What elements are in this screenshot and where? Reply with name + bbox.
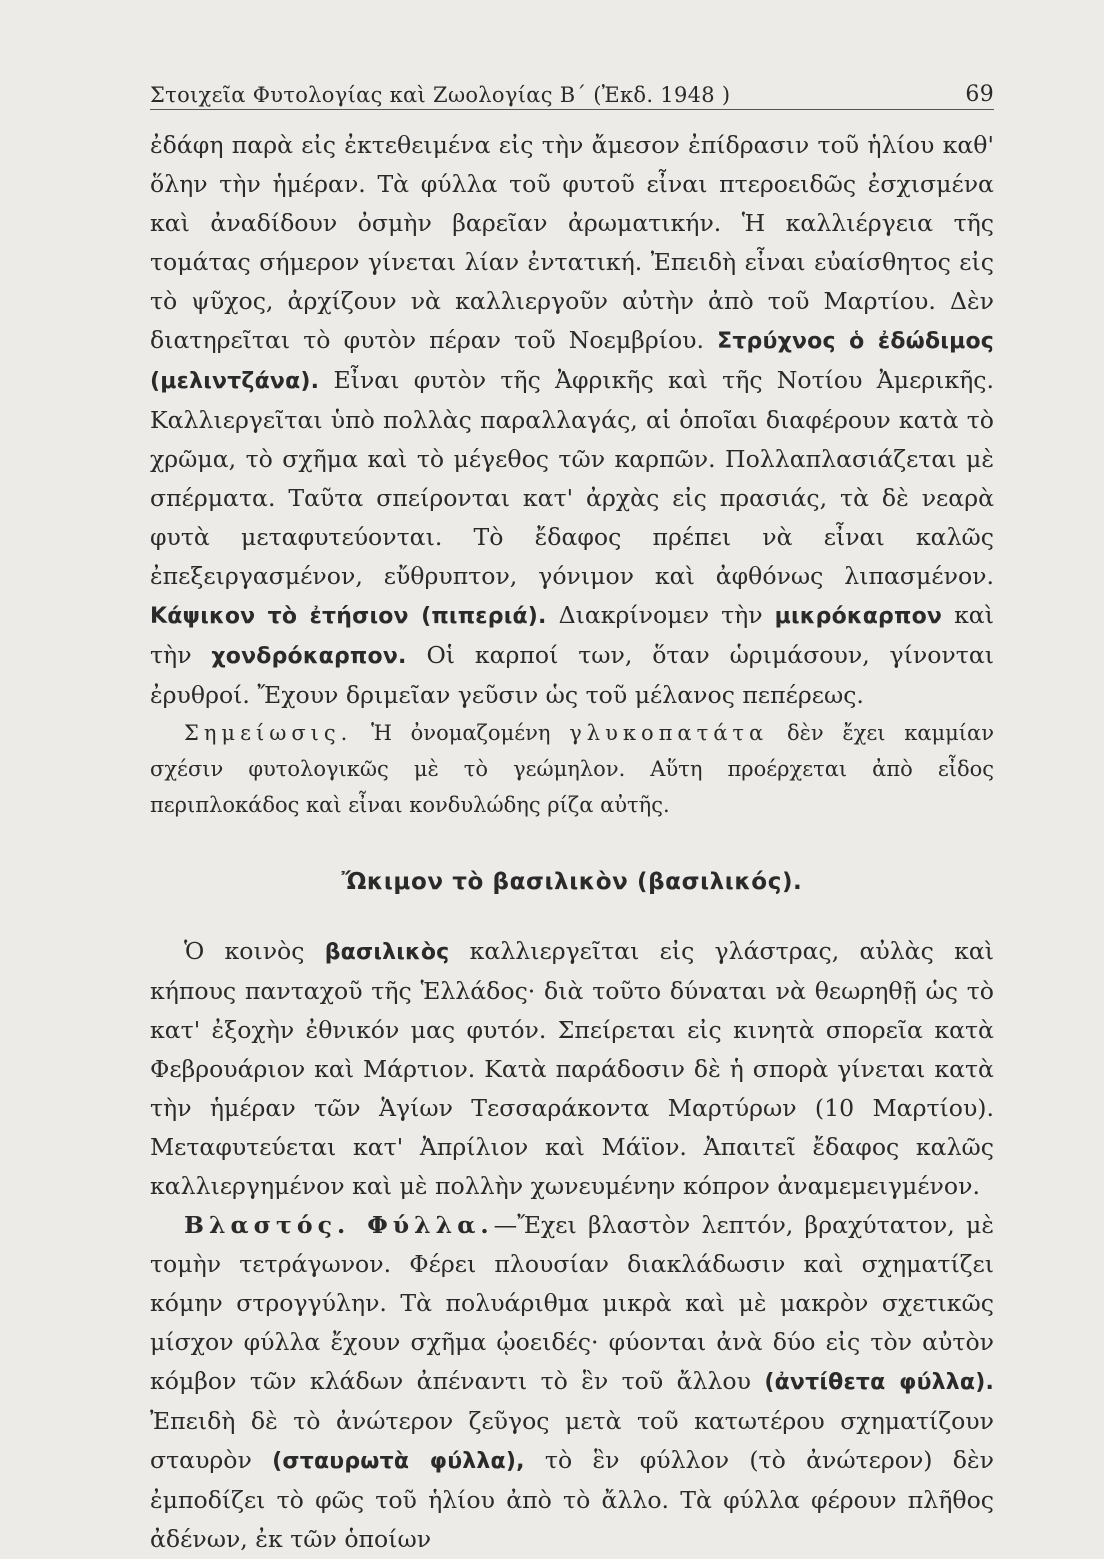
note-label: Σημείωσις. (184, 721, 353, 745)
text-segment: τὸ ἓν φύλλον (τὸ ἀνώτερον) δὲν ἐμποδίζει τὸ φῶς τοῦ ἡλίου ἀπὸ τὸ ἄλλο. Τὰ φύλλα φέρουν πλῆθος ἀδένων, ἐκ τῶν ὁποίων (150, 1446, 994, 1553)
text-segment: ἐδάφη παρὰ εἰς ἐκτεθειμένα εἰς τὴν ἄμεσον ἐπίδρασιν τοῦ ἡλίου καθ' ὅλην τὴν ἡμέραν. Τὰ φύλλα τοῦ φυτοῦ εἶναι πτεροειδῶς ἐσχισμένα καὶ ἀναδίδουν ὀσμὴν βαρεῖαν ἀρωματικήν. Ἡ καλλιέργεια τῆς τομάτας σήμερον γίνεται λίαν ἐντατική. Ἐπειδὴ εἶναι εὐαίσθητος εἰς τὸ ψῦχος, ἀρχίζουν νὰ καλλιεργοῦν αὐτὴν ἀπὸ τοῦ Μαρτίου. Δὲν διατηρεῖται τὸ φυτὸν πέραν τοῦ Νοεμβρίου. (150, 131, 994, 354)
term-small-fruited: μικρόκαρπον (774, 604, 943, 629)
paragraph-tomato-eggplant-pepper (150, 126, 994, 715)
body-text (150, 126, 994, 1559)
term-opposite-leaves: (ἀντίθετα φύλλα). (764, 1370, 995, 1395)
text-segment: Οἱ καρποί των, ὅταν ὡριμάσουν, γίνονται ἐρυθροί. Ἔχουν δριμεῖαν γεῦσιν ὡς τοῦ μέλανος πεπέρεως. (150, 641, 995, 709)
paragraph-basil (150, 932, 994, 1206)
term-eggplant: Στρύχνος ὁ ἐδώδιμος (μελιντζάνα). (150, 329, 995, 394)
section-heading: Ὤκιμον τὸ βασιλικὸν (βασιλικός). (341, 869, 803, 895)
text-segment: Ὁ κοινὸς (184, 937, 305, 965)
running-title: Στοιχεῖα Φυτολογίας καὶ Ζωολογίας Β΄ (Ἐκδ. 1948 ) (150, 83, 731, 107)
page-number: 69 (965, 82, 994, 107)
term-large-fruited: χονδρόκαρπον. (211, 644, 407, 669)
text-segment: Ἐπειδὴ δὲ τὸ ἀνώτερον ζεῦγος μετὰ τοῦ κατωτέρου σχηματίζουν σταυρὸν (150, 1407, 994, 1474)
running-header (150, 82, 994, 110)
text-segment: —Ἔχει βλαστὸν λεπτόν, βραχύτατον, μὲ τομὴν τετράγωνον. Φέρει πλουσίαν διακλάδωσιν καὶ σχηματίζει κόμην στρογγύλην. Τὰ πολυάριθμα μικρὰ καὶ μὲ μακρὸν σχετικῶς μίσχον φύλλα ἔχουν σχῆμα ᾠοειδές· φύονται ἀνὰ δύο εἰς τὸν αὐτὸν κόμβον τῶν κλάδων ἀπέναντι τὸ ἓν τοῦ ἄλλου (150, 1211, 994, 1395)
text-segment: Ἡ ὀνομαζομένη (371, 721, 551, 745)
note-term: γλυκοπατάτα (569, 721, 769, 745)
subsection-label: Βλαστός. Φύλλα. (184, 1211, 494, 1239)
text-segment: Εἶναι φυτὸν τῆς Ἀφρικῆς καὶ τῆς Νοτίου Ἀμερικῆς. Καλλιεργεῖται ὑπὸ πολλὰς παραλλαγάς, αἱ ὁποῖαι διαφέρουν κατὰ τὸ χρῶμα, τὸ σχῆμα καὶ τὸ μέγεθος τῶν καρπῶν. Πολλαπλασιάζεται μὲ σπέρματα. Ταῦτα σπείρονται κατ' ἀρχὰς εἰς πρασιάς, τὰ δὲ νεαρὰ φυτὰ μεταφυτεύονται. Τὸ ἔδαφος πρέπει νὰ εἶναι καλῶς ἐπεξειργασμένον, εὔθρυπτον, γόνιμον καὶ ἀφθόνως λιπασμένον. (150, 366, 995, 590)
term-basil: βασιλικὸς (324, 940, 450, 965)
term-pepper: Κάψικον τὸ ἐτήσιον (πιπεριά). (150, 604, 547, 629)
text-segment: καλλιεργεῖται εἰς γλάστρας, αὐλὰς καὶ κήπους πανταχοῦ τῆς Ἑλλάδος· διὰ τοῦτο δύναται νὰ θεωρηθῇ ὡς τὸ κατ' ἐξοχὴν ἐθνικόν μας φυτόν. Σπείρεται εἰς κινητὰ σπορεῖα κατὰ Φεβρουάριον καὶ Μάρτιον. Κατὰ παράδοσιν δὲ ἡ σπορὰ γίνεται κατὰ τὴν ἡμέραν τῶν Ἁγίων Τεσσαράκοντα Μαρτύρων (10 Μαρτίου). Μεταφυτεύεται κατ' Ἀπρίλιον καὶ Μάϊον. Ἀπαιτεῖ ἔδαφος καλῶς καλλιεργημένον καὶ μὲ πολλὴν χωνευμένην κόπρον ἀναμεμειγμένον. (150, 937, 995, 1200)
term-decussate-leaves: (σταυρωτὰ φύλλα), (272, 1449, 525, 1474)
text-segment: Διακρίνομεν τὴν (558, 601, 763, 629)
text-segment: καὶ τὴν (150, 601, 994, 669)
note-paragraph (150, 715, 994, 823)
text-segment: δὲν ἔχει καμμίαν σχέσιν φυτολογικῶς μὲ τὸ γεώμηλον. Αὕτη προέρχεται ἀπὸ εἶδος περιπλοκάδος καὶ εἶναι κονδυλώδης ρίζα αὐτῆς. (150, 721, 994, 817)
paragraph-stem-leaves (150, 1206, 994, 1559)
